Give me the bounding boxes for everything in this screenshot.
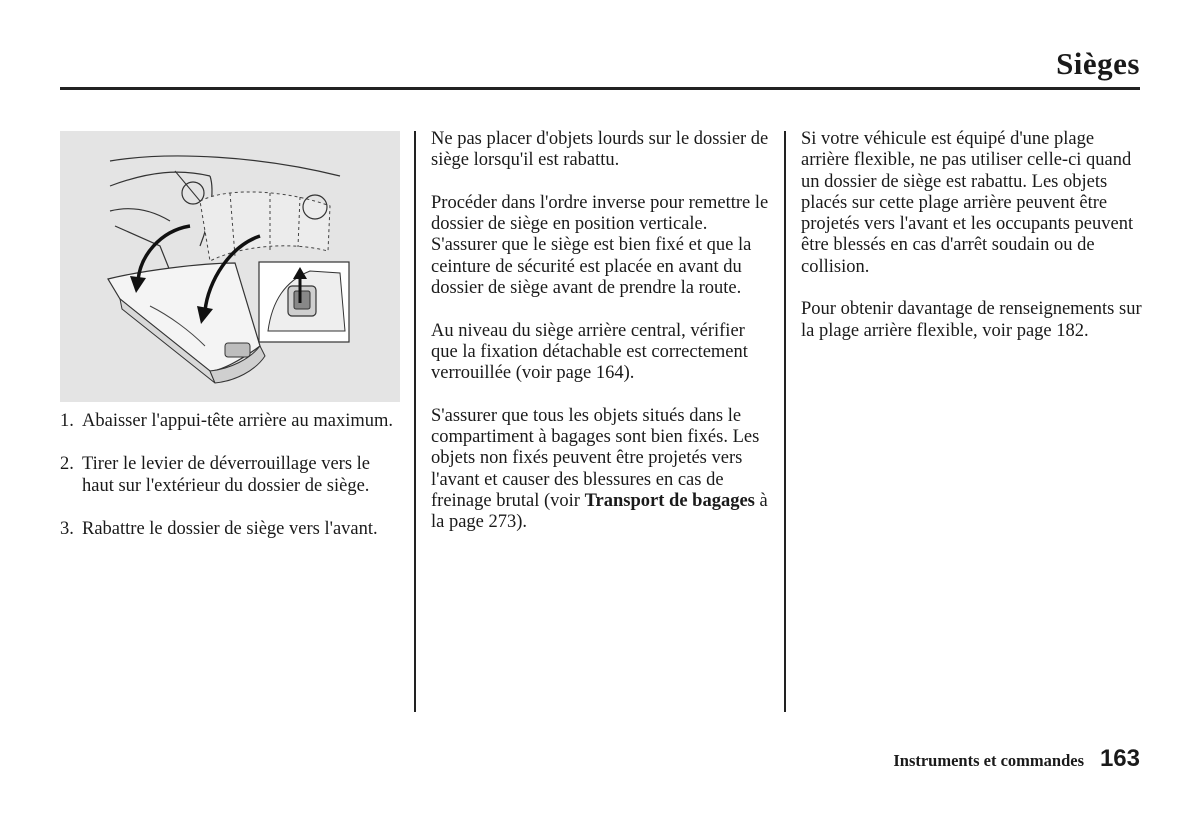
instruction-steps [60,411,400,562]
step-number: 3. [60,518,74,539]
column-divider-left [414,131,416,712]
paragraph: Si votre véhicule est équipé d'une plage arrière flexible, ne pas utiliser celle-ci quand un dossier de siège est rabattu. Les objets placés sur cette plage arrière peuvent être projetés vers l'avant et les occupants peuvent être blessés en cas d'arrêt soudain ou de collision. [801,129,1134,277]
step-text: Abaisser l'appui-tête arrière au maximum. [82,411,394,431]
cross-reference-link[interactable]: Transport de bagages [584,491,755,512]
middle-column [431,129,771,555]
column-divider-right [784,131,786,712]
step-number: 1. [60,411,74,431]
paragraph: Procéder dans l'ordre inverse pour remettre le dossier de siège en position verticale. S'assurer que le siège est bien fixé et que la ceinture de sécurité est placée en avant du dossier de siège avant de prendre la route. [431,192,769,299]
step-text: Rabattre le dossier de siège vers l'avant. [82,518,378,539]
right-column [801,129,1146,363]
paragraph-text: à la page 273). [431,491,768,533]
step-item [60,519,400,541]
paragraph-text: S'assurer que tous les objets situés dans le compartiment à bagages sont bien fixés. Les objets non fixés peuvent être projetés vers l'avant et causer des blessures en cas de freinage brutal (voir [431,405,760,512]
paragraph [431,406,771,534]
step-number: 2. [60,454,74,474]
rear-seat-folding-illustration [60,131,400,402]
paragraph: Ne pas placer d'objets lourds sur le dossier de siège lorsqu'il est rabattu. [431,129,769,171]
header-rule [60,87,1140,90]
step-item [60,454,400,497]
step-text: Tirer le levier de déverrouillage vers le haut sur l'extérieur du dossier de siège. [82,454,371,496]
paragraph: Au niveau du siège arrière central, vérifier que la fixation détachable est correctement verrouillée (voir page 164). [431,320,748,384]
step-item [60,411,400,433]
paragraph: Pour obtenir davantage de renseignements sur la plage arrière flexible, voir page 182. [801,299,1142,341]
footer-section-title: Instruments et commandes [893,751,1084,770]
seat-illustration [60,131,400,402]
page-number: 163 [1099,745,1140,772]
page-title: Sièges [1056,46,1140,81]
